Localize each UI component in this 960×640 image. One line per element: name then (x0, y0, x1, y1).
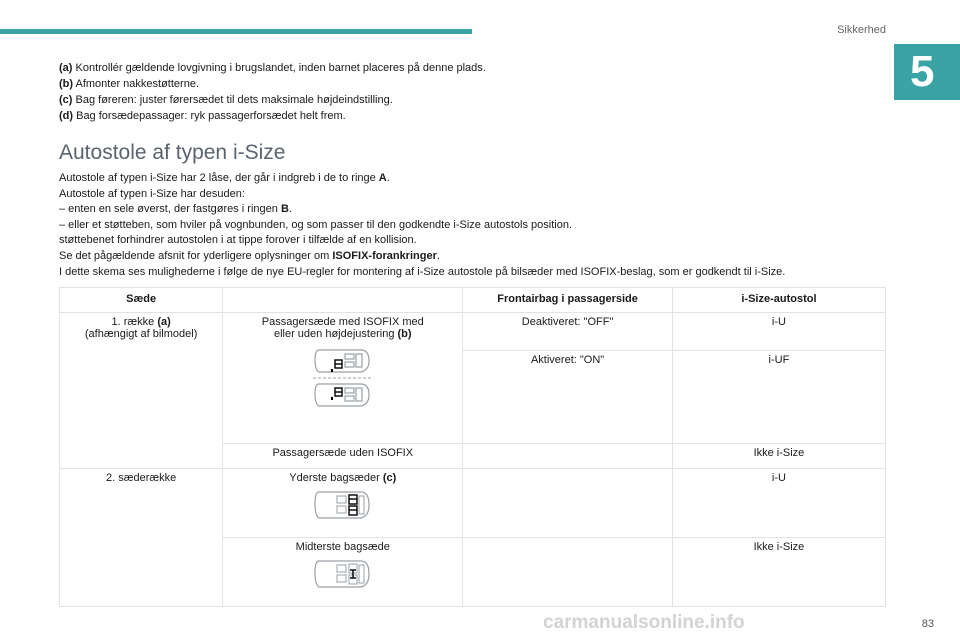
row1-isize-b-cell: Ikke i-Size (672, 444, 885, 469)
note-a: (a) Kontrollér gældende lovgivning i brugslandet, inden barnet placeres på denne plads. (59, 62, 486, 74)
header-airbag: Frontairbag i passagerside (463, 288, 673, 313)
car-seat-diagram-icon (313, 346, 373, 412)
row2-isize-b-cell: Ikke i-Size (672, 538, 885, 607)
paragraph: – enten en sele øverst, der fastgøres i ringen B. (59, 203, 292, 216)
row1-isize-off-cell: i-U (672, 313, 885, 351)
header-seat-detail (223, 288, 463, 313)
row2-isize-a-cell: i-U (672, 469, 885, 538)
chapter-number-tab: 5 (894, 44, 960, 100)
header-accent-bar (0, 29, 472, 34)
note-c: (c) Bag føreren: juster førersædet til dets maksimale højdeindstilling. (59, 94, 393, 106)
row2-airbag-a-cell (463, 469, 673, 538)
note-b: (b) Afmonter nakkestøtterne. (59, 78, 199, 90)
row2-airbag-b-cell (463, 538, 673, 607)
table-row (60, 313, 886, 351)
header-isize: i-Size-autostol (672, 288, 885, 313)
section-title: Sikkerhed (837, 24, 886, 36)
watermark: carmanualsonline.info (543, 612, 745, 633)
row1-airbag-b-cell (463, 444, 673, 469)
row2-label-cell: 2. sæderække (60, 469, 223, 607)
section-heading: Autostole af typen i-Size (59, 141, 286, 164)
car-middle-seat-icon (313, 559, 373, 589)
notes-list (59, 60, 486, 124)
page-number: 83 (921, 618, 934, 630)
note-d: (d) Bag forsædepassager: ryk passagerforsædet helt frem. (59, 110, 346, 122)
body-text (59, 171, 889, 280)
paragraph: Autostole af typen i-Size har 2 låse, der går i indgreb i de to ringe A. (59, 172, 390, 184)
row1-seat-a-cell: Passagersæde med ISOFIX med eller uden højdejustering (b) (223, 313, 463, 444)
row1-isize-on-cell: i-UF (672, 351, 885, 444)
isize-table (59, 287, 886, 607)
table-row (60, 469, 886, 538)
header-seat: Sæde (60, 288, 223, 313)
car-rear-seats-icon (313, 490, 373, 520)
row1-airbag-off-cell: Deaktiveret: "OFF" (463, 313, 673, 351)
row2-seat-b-cell: Midterste bagsæde (223, 538, 463, 607)
paragraph: støttebenet forhindrer autostolen i at tippe forover i tilfælde af en kollision. (59, 234, 417, 247)
paragraph: – eller et støtteben, som hviler på vognbunden, og som passer til den godkendte i-Size autostols position. (59, 218, 573, 231)
row1-seat-b-cell: Passagersæde uden ISOFIX (223, 444, 463, 469)
paragraph: I dette skema ses mulighederne i følge de nye EU-regler for montering af i-Size autostole på bilsæder med ISOFIX-beslag, som er godkendt til i-Size. (59, 265, 786, 278)
row1-airbag-on-cell: Aktiveret: "ON" (463, 351, 673, 444)
paragraph: Se det pågældende afsnit for yderligere oplysninger om ISOFIX-forankringer. (59, 249, 440, 262)
table-header-row (60, 288, 886, 313)
row1-label-cell: 1. række (a) (afhængigt af bilmodel) (60, 313, 223, 469)
row2-seat-a-cell: Yderste bagsæder (c) (223, 469, 463, 538)
paragraph: Autostole af typen i-Size har desuden: (59, 187, 245, 200)
